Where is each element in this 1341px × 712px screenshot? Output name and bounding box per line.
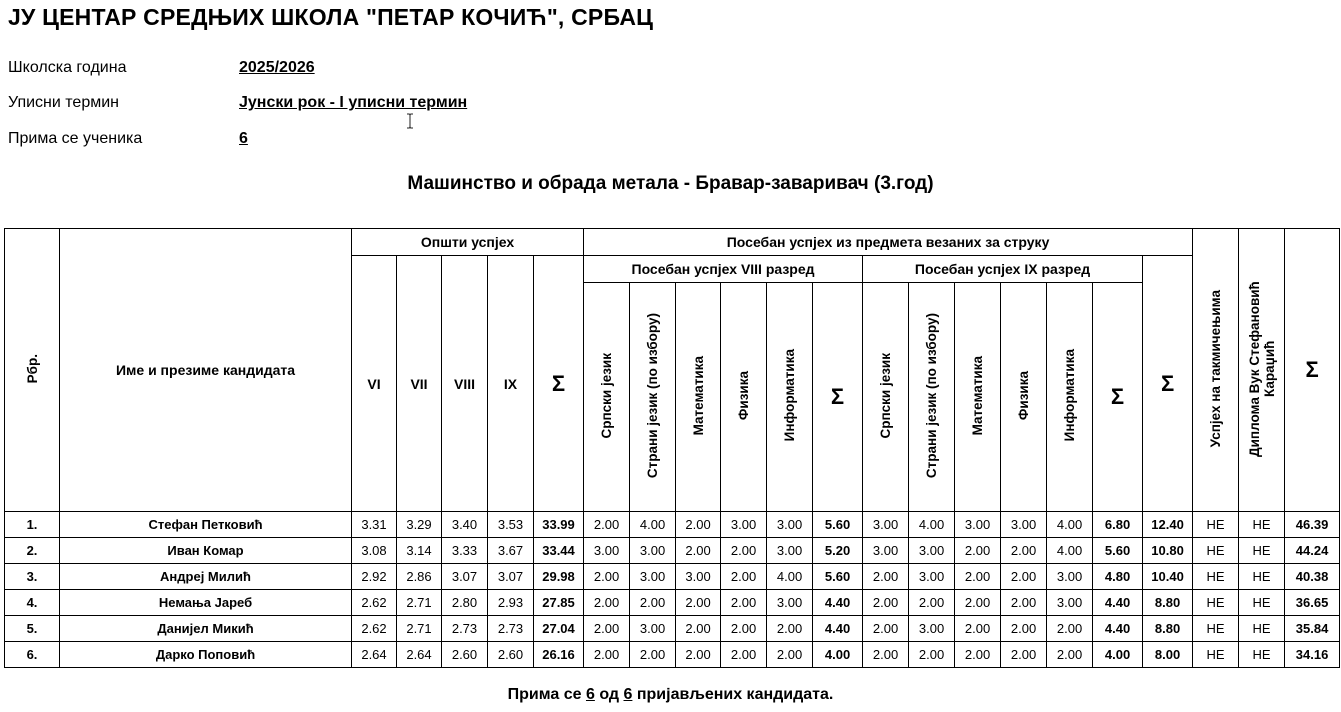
footer-suffix: пријављених кандидата. (636, 686, 834, 703)
ix-sum-cell: 4.80 (1093, 564, 1143, 590)
grade-cell: 2.86 (397, 564, 442, 590)
ix-score-cell: 2.00 (1047, 616, 1093, 642)
viii-score-cell: 2.00 (584, 590, 630, 616)
ix-score-cell: 2.00 (863, 642, 909, 668)
grade-cell: 2.64 (352, 642, 397, 668)
viii-score-cell: 2.00 (676, 538, 721, 564)
ix-score-cell: 2.00 (1001, 616, 1047, 642)
general-sum-cell: 33.99 (534, 512, 584, 538)
grade-cell: 2.60 (442, 642, 488, 668)
grade-cell: 3.31 (352, 512, 397, 538)
viii-score-cell: 3.00 (630, 564, 676, 590)
special-sum-cell: 8.80 (1143, 590, 1193, 616)
competitions-cell: НЕ (1193, 538, 1239, 564)
viii-score-cell: 3.00 (584, 538, 630, 564)
grade-cell: 3.07 (488, 564, 534, 590)
grade-cell: 2.62 (352, 590, 397, 616)
header-ix-math: Математика (955, 283, 1001, 512)
total-cell: 36.65 (1285, 590, 1340, 616)
footer-applied-count: 6 (623, 686, 633, 703)
viii-score-cell: 2.00 (584, 642, 630, 668)
grade-cell: 2.80 (442, 590, 488, 616)
info-value: 6 (239, 130, 248, 147)
name-cell: Дарко Поповић (60, 642, 352, 668)
viii-score-cell: 2.00 (584, 564, 630, 590)
viii-score-cell: 2.00 (767, 642, 813, 668)
viii-score-cell: 2.00 (676, 590, 721, 616)
ix-score-cell: 4.00 (1047, 512, 1093, 538)
header-general-sigma: Σ (534, 256, 584, 512)
rank-cell: 5. (5, 616, 60, 642)
header-special-viii: Посебан успјех VIII разред (584, 256, 863, 283)
header-competitions: Успјех на такмичењима (1193, 229, 1239, 512)
viii-sum-cell: 5.20 (813, 538, 863, 564)
table-row (5, 538, 1340, 564)
total-cell: 44.24 (1285, 538, 1340, 564)
grade-cell: 2.92 (352, 564, 397, 590)
ix-score-cell: 3.00 (909, 616, 955, 642)
ix-sum-cell: 4.40 (1093, 590, 1143, 616)
ix-score-cell: 2.00 (1001, 642, 1047, 668)
grade-cell: 3.07 (442, 564, 488, 590)
table-row (5, 512, 1340, 538)
viii-score-cell: 2.00 (721, 564, 767, 590)
viii-score-cell: 2.00 (584, 512, 630, 538)
total-cell: 46.39 (1285, 512, 1340, 538)
header-viii-sigma: Σ (813, 283, 863, 512)
info-value: 2025/2026 (239, 59, 315, 76)
grade-cell: 2.64 (397, 642, 442, 668)
school-title: ЈУ ЦЕНТАР СРЕДЊИХ ШКОЛА "ПЕТАР КОЧИЋ", СРБАЦ (8, 4, 654, 30)
grade-cell: 2.93 (488, 590, 534, 616)
ix-score-cell: 3.00 (1001, 512, 1047, 538)
special-sum-cell: 12.40 (1143, 512, 1193, 538)
program-title: Машинство и обрада метала - Бравар-заваривач (3.год) (407, 173, 934, 194)
name-cell: Андреј Милић (60, 564, 352, 590)
rank-cell: 3. (5, 564, 60, 590)
ix-score-cell: 2.00 (909, 642, 955, 668)
ix-sum-cell: 4.40 (1093, 616, 1143, 642)
ix-score-cell: 3.00 (1047, 564, 1093, 590)
info-value: Јунски рок - I уписни термин (239, 94, 468, 111)
general-sum-cell: 26.16 (534, 642, 584, 668)
ix-score-cell: 3.00 (863, 538, 909, 564)
header-grade-ix: IX (488, 256, 534, 512)
diploma-cell: НЕ (1239, 590, 1285, 616)
ix-score-cell: 2.00 (955, 538, 1001, 564)
viii-score-cell: 2.00 (630, 642, 676, 668)
special-sum-cell: 8.00 (1143, 642, 1193, 668)
grade-cell: 3.08 (352, 538, 397, 564)
viii-score-cell: 3.00 (676, 564, 721, 590)
viii-score-cell: 3.00 (767, 538, 813, 564)
general-sum-cell: 27.85 (534, 590, 584, 616)
ix-score-cell: 2.00 (1001, 564, 1047, 590)
header-ix-serbian: Српски језик (863, 283, 909, 512)
special-sum-cell: 10.40 (1143, 564, 1193, 590)
ix-score-cell: 2.00 (955, 564, 1001, 590)
grade-cell: 2.73 (488, 616, 534, 642)
competitions-cell: НЕ (1193, 642, 1239, 668)
table-row (5, 590, 1340, 616)
info-label: Прима се ученика (8, 130, 143, 147)
viii-sum-cell: 4.00 (813, 642, 863, 668)
name-cell: Иван Комар (60, 538, 352, 564)
special-sum-cell: 10.80 (1143, 538, 1193, 564)
rank-cell: 4. (5, 590, 60, 616)
competitions-cell: НЕ (1193, 616, 1239, 642)
competitions-cell: НЕ (1193, 590, 1239, 616)
grade-cell: 3.14 (397, 538, 442, 564)
ix-score-cell: 2.00 (1047, 642, 1093, 668)
viii-sum-cell: 5.60 (813, 564, 863, 590)
ix-score-cell: 2.00 (863, 564, 909, 590)
header-ix-informatics: Информатика (1047, 283, 1093, 512)
header-rbr: Рбр. (5, 229, 60, 512)
ix-score-cell: 3.00 (909, 538, 955, 564)
diploma-cell: НЕ (1239, 616, 1285, 642)
diploma-cell: НЕ (1239, 564, 1285, 590)
viii-score-cell: 2.00 (721, 538, 767, 564)
ix-score-cell: 2.00 (955, 590, 1001, 616)
viii-score-cell: 3.00 (767, 590, 813, 616)
viii-score-cell: 2.00 (584, 616, 630, 642)
info-label: Школска година (8, 59, 127, 76)
table-row (5, 616, 1340, 642)
total-cell: 40.38 (1285, 564, 1340, 590)
grade-cell: 3.40 (442, 512, 488, 538)
ranking-table (4, 228, 1340, 668)
grade-cell: 2.71 (397, 590, 442, 616)
general-sum-cell: 33.44 (534, 538, 584, 564)
ix-score-cell: 4.00 (1047, 538, 1093, 564)
header-special-success: Посебан успјех из предмета везаних за струку (584, 229, 1193, 256)
header-total-sigma: Σ (1285, 229, 1340, 512)
name-cell: Немања Јареб (60, 590, 352, 616)
header-grade-vii: VII (397, 256, 442, 512)
viii-score-cell: 2.00 (767, 616, 813, 642)
rank-cell: 1. (5, 512, 60, 538)
special-sum-cell: 8.80 (1143, 616, 1193, 642)
total-cell: 35.84 (1285, 616, 1340, 642)
header-viii-physics: Физика (721, 283, 767, 512)
general-sum-cell: 29.98 (534, 564, 584, 590)
header-special-sigma: Σ (1143, 256, 1193, 512)
grade-cell: 2.60 (488, 642, 534, 668)
ix-sum-cell: 5.60 (1093, 538, 1143, 564)
footer-summary (0, 686, 1341, 704)
grade-cell: 3.67 (488, 538, 534, 564)
footer-accepted-count: 6 (585, 686, 595, 703)
grade-cell: 2.62 (352, 616, 397, 642)
rank-cell: 2. (5, 538, 60, 564)
header-ix-physics: Физика (1001, 283, 1047, 512)
info-label: Уписни термин (8, 94, 119, 111)
header-diploma: Диплома Вук Стефановић Караџић (1239, 229, 1285, 512)
ix-score-cell: 2.00 (955, 616, 1001, 642)
ix-score-cell: 3.00 (863, 512, 909, 538)
header-special-ix: Посебан успјех IX разред (863, 256, 1143, 283)
ix-score-cell: 3.00 (1047, 590, 1093, 616)
grade-cell: 3.53 (488, 512, 534, 538)
viii-score-cell: 4.00 (630, 512, 676, 538)
viii-score-cell: 3.00 (630, 616, 676, 642)
header-grade-viii: VIII (442, 256, 488, 512)
header-viii-math: Математика (676, 283, 721, 512)
ix-score-cell: 2.00 (863, 590, 909, 616)
diploma-cell: НЕ (1239, 512, 1285, 538)
table-row (5, 642, 1340, 668)
info-row-enrollment-term (8, 94, 467, 112)
table-row (5, 564, 1340, 590)
grade-cell: 2.73 (442, 616, 488, 642)
competitions-cell: НЕ (1193, 564, 1239, 590)
name-cell: Данијел Микић (60, 616, 352, 642)
rank-cell: 6. (5, 642, 60, 668)
name-cell: Стефан Петковић (60, 512, 352, 538)
header-ix-sigma: Σ (1093, 283, 1143, 512)
header-ix-foreign: Страни језик (по избору) (909, 283, 955, 512)
viii-score-cell: 2.00 (676, 642, 721, 668)
viii-sum-cell: 5.60 (813, 512, 863, 538)
general-sum-cell: 27.04 (534, 616, 584, 642)
header-candidate-name: Име и презиме кандидата (60, 229, 352, 512)
ranking-table-body (5, 512, 1340, 668)
text-cursor-icon (405, 113, 415, 129)
ix-score-cell: 3.00 (909, 564, 955, 590)
grade-cell: 3.29 (397, 512, 442, 538)
viii-score-cell: 2.00 (676, 512, 721, 538)
viii-sum-cell: 4.40 (813, 616, 863, 642)
ix-score-cell: 2.00 (863, 616, 909, 642)
ix-score-cell: 2.00 (909, 590, 955, 616)
header-grade-vi: VI (352, 256, 397, 512)
grade-cell: 2.71 (397, 616, 442, 642)
total-cell: 34.16 (1285, 642, 1340, 668)
ix-sum-cell: 6.80 (1093, 512, 1143, 538)
ix-score-cell: 3.00 (955, 512, 1001, 538)
info-row-accepted-count (8, 130, 248, 148)
ix-score-cell: 2.00 (1001, 590, 1047, 616)
viii-score-cell: 3.00 (630, 538, 676, 564)
viii-score-cell: 2.00 (676, 616, 721, 642)
competitions-cell: НЕ (1193, 512, 1239, 538)
header-viii-foreign: Страни језик (по избору) (630, 283, 676, 512)
viii-score-cell: 2.00 (721, 642, 767, 668)
grade-cell: 3.33 (442, 538, 488, 564)
viii-score-cell: 3.00 (721, 512, 767, 538)
viii-score-cell: 2.00 (721, 590, 767, 616)
header-viii-serbian: Српски језик (584, 283, 630, 512)
ix-score-cell: 2.00 (1001, 538, 1047, 564)
diploma-cell: НЕ (1239, 642, 1285, 668)
diploma-cell: НЕ (1239, 538, 1285, 564)
ix-score-cell: 4.00 (909, 512, 955, 538)
footer-middle: од (599, 686, 620, 703)
viii-score-cell: 2.00 (721, 616, 767, 642)
info-row-school-year (8, 59, 315, 77)
viii-score-cell: 3.00 (767, 512, 813, 538)
footer-prefix: Прима се (507, 686, 582, 703)
viii-score-cell: 2.00 (630, 590, 676, 616)
header-viii-informatics: Информатика (767, 283, 813, 512)
header-general-success: Општи успјех (352, 229, 584, 256)
viii-score-cell: 4.00 (767, 564, 813, 590)
ix-sum-cell: 4.00 (1093, 642, 1143, 668)
ix-score-cell: 2.00 (955, 642, 1001, 668)
viii-sum-cell: 4.40 (813, 590, 863, 616)
